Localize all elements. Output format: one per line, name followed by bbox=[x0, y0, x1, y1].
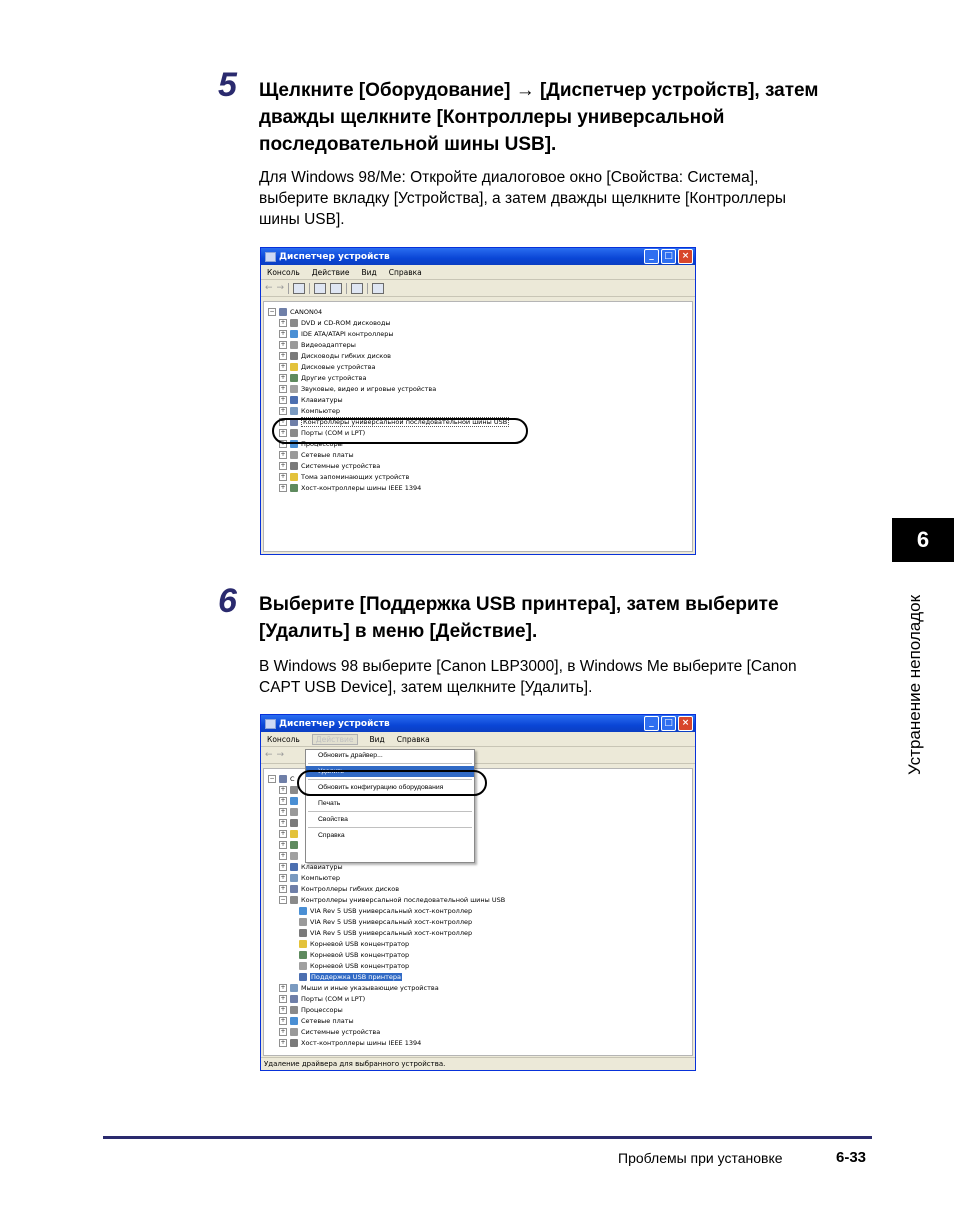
tree-item-label: C bbox=[290, 774, 295, 783]
tree-item[interactable] bbox=[264, 916, 692, 927]
expand-toggle-icon[interactable]: + bbox=[280, 818, 286, 826]
tree-item[interactable] bbox=[264, 982, 692, 993]
print-icon[interactable] bbox=[330, 283, 342, 294]
expand-toggle-icon[interactable]: + bbox=[280, 428, 286, 436]
menu-help[interactable]: Справка bbox=[396, 734, 430, 744]
device-icon bbox=[290, 451, 298, 459]
device-icon bbox=[290, 808, 298, 816]
tree-item[interactable] bbox=[264, 372, 692, 383]
back-arrow-icon[interactable]: ← bbox=[265, 283, 273, 293]
expand-toggle-icon[interactable]: + bbox=[280, 395, 286, 403]
expand-toggle-icon[interactable]: + bbox=[280, 1038, 286, 1046]
tree-item-label: Дисководы гибких дисков bbox=[301, 351, 392, 360]
step-5-title-line: Щелкните [Оборудование] → [Диспетчер устройств], затем bbox=[259, 80, 819, 101]
minimize-button[interactable]: _ bbox=[644, 716, 659, 731]
footer-rule bbox=[103, 1136, 872, 1139]
device-manager-icon bbox=[265, 719, 276, 729]
expand-toggle-icon[interactable]: + bbox=[280, 461, 286, 469]
tree-item[interactable] bbox=[264, 1004, 692, 1015]
menu-bar bbox=[261, 265, 695, 280]
menu-console[interactable]: Консоль bbox=[267, 734, 300, 744]
expand-toggle-icon[interactable]: + bbox=[280, 796, 286, 804]
expand-toggle-icon[interactable]: + bbox=[280, 829, 286, 837]
expand-toggle-icon[interactable]: + bbox=[280, 1005, 286, 1013]
menu-action[interactable]: Действие bbox=[312, 734, 358, 745]
menu-item-properties[interactable]: Свойства bbox=[318, 816, 348, 823]
expand-toggle-icon[interactable]: − bbox=[269, 774, 275, 782]
expand-toggle-icon[interactable]: + bbox=[280, 472, 286, 480]
chapter-tab: 6 bbox=[892, 518, 954, 562]
tree-item[interactable] bbox=[264, 872, 692, 883]
close-button[interactable]: × bbox=[678, 716, 693, 731]
tree-item-label: Корневой USB концентратор bbox=[310, 950, 410, 959]
tree-item[interactable] bbox=[264, 471, 692, 482]
expand-toggle-icon[interactable]: + bbox=[280, 851, 286, 859]
tree-item-label: Процессоры bbox=[301, 1005, 343, 1014]
tree-item[interactable] bbox=[264, 949, 692, 960]
tree-item-label: IDE ATA/ATAPI контроллеры bbox=[301, 329, 394, 338]
step-5-title-line: дважды щелкните [Контроллеры универсальной bbox=[259, 107, 725, 128]
tree-item-label: Компьютер bbox=[301, 873, 340, 882]
expand-toggle-icon[interactable]: + bbox=[280, 1016, 286, 1024]
title-bar bbox=[261, 715, 695, 732]
device-icon bbox=[290, 473, 298, 481]
tree-item[interactable] bbox=[264, 1015, 692, 1026]
device-icon bbox=[290, 352, 298, 360]
expand-toggle-icon[interactable]: + bbox=[280, 351, 286, 359]
device-icon bbox=[290, 374, 298, 382]
device-icon bbox=[290, 1028, 298, 1036]
tree-item-label: Системные устройства bbox=[301, 1027, 381, 1036]
device-icon bbox=[290, 330, 298, 338]
tree-item-label: Хост-контроллеры шины IEEE 1394 bbox=[301, 1038, 422, 1047]
tree-item-label: Системные устройства bbox=[301, 461, 381, 470]
tree-item-label: Порты (COM и LPT) bbox=[301, 428, 366, 437]
menu-item-help[interactable]: Справка bbox=[318, 832, 345, 839]
close-button[interactable]: × bbox=[678, 249, 693, 264]
page-number: 6-33 bbox=[836, 1149, 867, 1166]
highlight-oval bbox=[272, 418, 528, 444]
device-icon bbox=[290, 1017, 298, 1025]
device-icon bbox=[290, 984, 298, 992]
step-6-text-line: В Windows 98 выберите [Canon LBP3000], в Windows Me выберите [Canon bbox=[259, 658, 797, 675]
view-icon[interactable] bbox=[293, 283, 305, 294]
scan-hardware-icon[interactable] bbox=[372, 283, 384, 294]
menu-item-update-driver[interactable]: Обновить драйвер... bbox=[318, 752, 383, 759]
step-6-title bbox=[259, 591, 779, 645]
expand-toggle-icon[interactable]: + bbox=[280, 417, 286, 425]
step-6-title-line: Выберите [Поддержка USB принтера], затем выберите bbox=[259, 594, 779, 615]
menu-separator bbox=[308, 763, 472, 764]
tree-item[interactable] bbox=[264, 1037, 692, 1048]
tree-item[interactable] bbox=[264, 993, 692, 1004]
tree-item[interactable] bbox=[264, 927, 692, 938]
device-icon bbox=[299, 929, 307, 937]
tree-item-label: Процессоры bbox=[301, 439, 343, 448]
tree-item[interactable] bbox=[264, 361, 692, 372]
tree-item-label: VIA Rev 5 USB универсальный хост-контроллер bbox=[310, 917, 473, 926]
device-icon bbox=[290, 896, 298, 904]
expand-toggle-icon[interactable]: + bbox=[280, 450, 286, 458]
tree-item-label: Корневой USB концентратор bbox=[310, 939, 410, 948]
tree-item[interactable] bbox=[264, 317, 692, 328]
tree-item[interactable] bbox=[264, 460, 692, 471]
tree-item-label: VIA Rev 5 USB универсальный хост-контроллер bbox=[310, 928, 473, 937]
menu-item-scan-hardware[interactable]: Обновить конфигурацию оборудования bbox=[318, 784, 444, 791]
tree-item-label: Компьютер bbox=[301, 406, 340, 415]
step-5-number: 5 bbox=[218, 66, 237, 104]
device-icon bbox=[290, 885, 298, 893]
tree-item-label: Клавиатуры bbox=[301, 862, 343, 871]
expand-toggle-icon[interactable]: + bbox=[280, 785, 286, 793]
tree-item[interactable] bbox=[264, 405, 692, 416]
tree-item[interactable] bbox=[264, 482, 692, 493]
device-icon bbox=[299, 973, 307, 981]
device-icon bbox=[290, 363, 298, 371]
device-icon bbox=[290, 852, 298, 860]
maximize-button[interactable]: □ bbox=[661, 716, 676, 731]
properties-icon[interactable] bbox=[314, 283, 326, 294]
expand-toggle-icon[interactable]: − bbox=[269, 307, 275, 315]
menu-console[interactable]: Консоль bbox=[267, 267, 300, 277]
menu-separator bbox=[308, 827, 472, 828]
tree-item-label: Корневой USB концентратор bbox=[310, 961, 410, 970]
expand-toggle-icon[interactable]: + bbox=[280, 406, 286, 414]
expand-toggle-icon[interactable]: + bbox=[280, 329, 286, 337]
expand-toggle-icon[interactable]: + bbox=[280, 483, 286, 491]
expand-toggle-icon[interactable]: + bbox=[280, 983, 286, 991]
device-icon bbox=[279, 308, 287, 316]
device-icon bbox=[299, 940, 307, 948]
tree-item[interactable] bbox=[264, 339, 692, 350]
tree-item-label: Поддержка USB принтера bbox=[311, 972, 401, 981]
step-5-text-line: Для Windows 98/Me: Откройте диалоговое окно [Свойства: Система], bbox=[259, 169, 759, 186]
device-manager-window-1 bbox=[260, 247, 696, 555]
step-5-text-line: выберите вкладку [Устройства], а затем дважды щелкните [Контроллеры bbox=[259, 190, 787, 207]
step-6-number: 6 bbox=[218, 582, 237, 620]
tree-item[interactable] bbox=[264, 350, 692, 361]
tree-item-label: Клавиатуры bbox=[301, 395, 343, 404]
tree-item-label: Звуковые, видео и игровые устройства bbox=[301, 384, 437, 393]
device-icon bbox=[290, 863, 298, 871]
expand-toggle-icon[interactable]: + bbox=[280, 373, 286, 381]
tree-item[interactable] bbox=[264, 971, 692, 982]
window-title: Диспетчер устройств bbox=[279, 251, 390, 262]
menu-help[interactable]: Справка bbox=[388, 267, 422, 277]
device-icon bbox=[290, 396, 298, 404]
tree-item-label: DVD и CD-ROM дисководы bbox=[301, 318, 391, 327]
device-icon bbox=[299, 918, 307, 926]
expand-toggle-icon[interactable]: + bbox=[280, 862, 286, 870]
forward-arrow-icon[interactable]: → bbox=[276, 283, 285, 293]
highlight-oval bbox=[297, 770, 487, 796]
expand-toggle-icon[interactable]: − bbox=[280, 895, 286, 903]
menu-bar bbox=[261, 732, 695, 747]
help-icon[interactable] bbox=[351, 283, 363, 294]
tree-item-label: Сетевые платы bbox=[301, 1016, 354, 1025]
device-icon bbox=[290, 407, 298, 415]
expand-toggle-icon[interactable]: + bbox=[280, 884, 286, 892]
expand-toggle-icon[interactable]: + bbox=[280, 840, 286, 848]
tree-item-label: Видеоадаптеры bbox=[301, 340, 356, 349]
expand-toggle-icon[interactable]: + bbox=[280, 362, 286, 370]
device-icon bbox=[290, 995, 298, 1003]
tree-item[interactable] bbox=[264, 894, 692, 905]
menu-view[interactable]: Вид bbox=[369, 734, 385, 744]
step-5-text-line: шины USB]. bbox=[259, 211, 345, 228]
minimize-button[interactable]: _ bbox=[644, 249, 659, 264]
tree-item-label: Контроллеры универсальной последовательной шины USB bbox=[301, 895, 506, 904]
device-icon bbox=[290, 874, 298, 882]
device-icon bbox=[290, 841, 298, 849]
menu-view[interactable]: Вид bbox=[361, 267, 377, 277]
tree-item-label: Порты (COM и LPT) bbox=[301, 994, 366, 1003]
tree-item[interactable] bbox=[264, 383, 692, 394]
tree-item[interactable] bbox=[264, 328, 692, 339]
forward-arrow-icon[interactable]: → bbox=[276, 750, 285, 760]
maximize-button[interactable]: □ bbox=[661, 249, 676, 264]
toolbar-separator bbox=[309, 283, 310, 294]
step-5-text bbox=[259, 167, 786, 230]
toolbar-separator bbox=[367, 283, 368, 294]
footer-section: Проблемы при установке bbox=[618, 1150, 783, 1166]
menu-item-uninstall[interactable]: Удалить bbox=[306, 766, 474, 777]
action-menu bbox=[305, 749, 475, 863]
device-icon bbox=[290, 385, 298, 393]
device-icon bbox=[290, 830, 298, 838]
device-icon bbox=[279, 775, 287, 783]
tree-item-label: Дисковые устройства bbox=[301, 362, 376, 371]
expand-toggle-icon[interactable]: + bbox=[280, 340, 286, 348]
tree-item[interactable] bbox=[264, 306, 692, 317]
device-icon bbox=[290, 484, 298, 492]
menu-item-print[interactable]: Печать bbox=[318, 800, 341, 807]
menu-separator bbox=[308, 811, 472, 812]
device-icon bbox=[290, 1006, 298, 1014]
tree-item-label: Хост-контроллеры шины IEEE 1394 bbox=[301, 483, 422, 492]
expand-toggle-icon[interactable]: + bbox=[280, 318, 286, 326]
device-icon bbox=[290, 819, 298, 827]
expand-toggle-icon[interactable]: + bbox=[280, 439, 286, 447]
toolbar-separator bbox=[288, 283, 289, 294]
device-icon bbox=[290, 341, 298, 349]
step-6-text bbox=[259, 656, 797, 698]
tree-item-label: CANON04 bbox=[290, 307, 323, 316]
title-bar bbox=[261, 248, 695, 265]
device-icon bbox=[290, 319, 298, 327]
tree-item[interactable] bbox=[264, 938, 692, 949]
device-icon bbox=[299, 951, 307, 959]
step-5-title-line: последовательной шины USB]. bbox=[259, 134, 557, 155]
tree-item-label: Мыши и иные указывающие устройства bbox=[301, 983, 439, 992]
tree-item-label: Сетевые платы bbox=[301, 450, 354, 459]
tree-item[interactable] bbox=[264, 394, 692, 405]
tree-item[interactable] bbox=[264, 960, 692, 971]
tree-item[interactable] bbox=[264, 449, 692, 460]
step-5-title bbox=[259, 77, 818, 158]
device-icon bbox=[299, 962, 307, 970]
device-icon bbox=[290, 462, 298, 470]
expand-toggle-icon[interactable]: + bbox=[280, 994, 286, 1002]
tree-item-label: Другие устройства bbox=[301, 373, 367, 382]
status-bar: Удаление драйвера для выбранного устройства. bbox=[261, 1057, 695, 1070]
tree-item-label: Тома запоминающих устройств bbox=[301, 472, 410, 481]
toolbar-separator bbox=[346, 283, 347, 294]
chapter-label: Устранение неполадок bbox=[905, 594, 924, 775]
step-6-text-line: CAPT USB Device], затем щелкните [Удалить]. bbox=[259, 679, 593, 696]
step-6-title-line: [Удалить] в меню [Действие]. bbox=[259, 621, 538, 642]
expand-toggle-icon[interactable]: + bbox=[280, 384, 286, 392]
device-icon bbox=[290, 797, 298, 805]
back-arrow-icon[interactable]: ← bbox=[265, 750, 273, 760]
device-manager-icon bbox=[265, 252, 276, 262]
device-icon bbox=[299, 907, 307, 915]
menu-action[interactable]: Действие bbox=[311, 267, 350, 277]
tree-item[interactable] bbox=[264, 905, 692, 916]
toolbar bbox=[261, 280, 695, 297]
tree-item-label: VIA Rev 5 USB универсальный хост-контроллер bbox=[310, 906, 473, 915]
tree-item[interactable] bbox=[264, 1026, 692, 1037]
expand-toggle-icon[interactable]: + bbox=[280, 807, 286, 815]
window-title: Диспетчер устройств bbox=[279, 718, 390, 729]
device-icon bbox=[290, 1039, 298, 1047]
tree-item-label: Контроллеры универсальной последовательной шины USB bbox=[303, 417, 508, 426]
tree-item-label: Контроллеры гибких дисков bbox=[301, 884, 400, 893]
expand-toggle-icon[interactable]: + bbox=[280, 873, 286, 881]
tree-item[interactable] bbox=[264, 883, 692, 894]
expand-toggle-icon[interactable]: + bbox=[280, 1027, 286, 1035]
